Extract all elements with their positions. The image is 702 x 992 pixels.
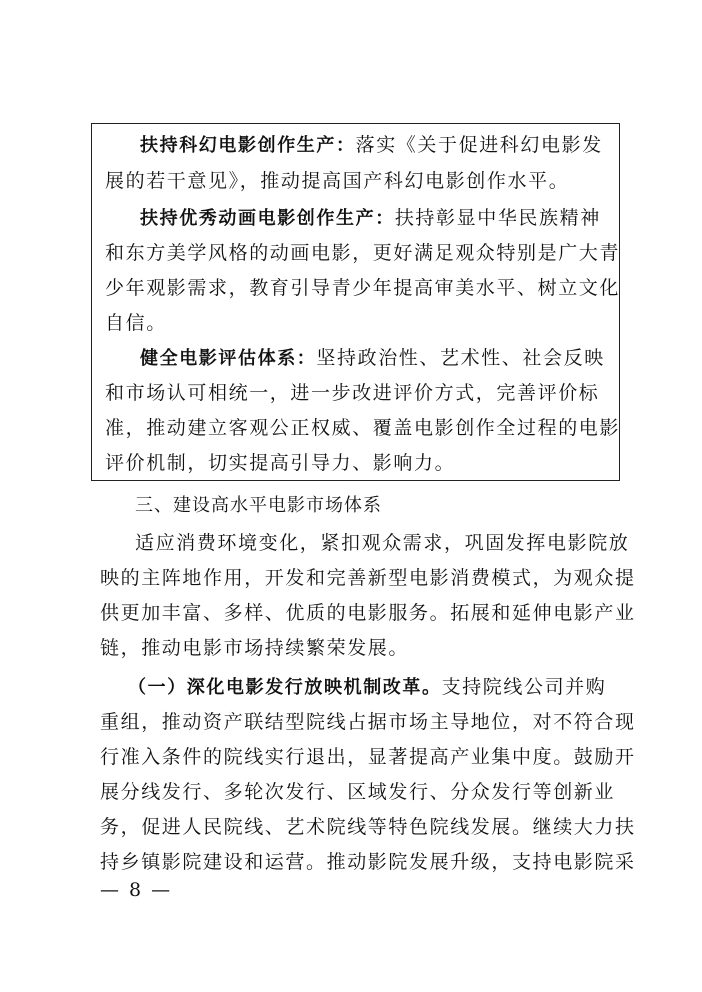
box-paragraph-line: 自信。 (105, 312, 167, 334)
box-paragraph-line: 扶持优秀动画电影创作生产：扶持彰显中华民族精神 (140, 207, 601, 229)
box-item-title: 扶持科幻电影创作生产： (140, 135, 356, 156)
body-line: （一）深化电影发行放映机制改革。支持院线公司并购 (128, 676, 607, 698)
box-paragraph-line: 和东方美学风格的动画电影，更好满足观众特别是广大青 (105, 242, 621, 264)
body-line: 适应消费环境变化，紧扣观众需求，巩固发挥电影院放 (135, 532, 630, 554)
body-line: 供更加丰富、多样、优质的电影服务。拓展和延伸电影产业 (100, 602, 636, 624)
box-paragraph-line: 展的若干意见》，推动提高国产科幻电影创作水平。 (105, 170, 570, 192)
box-item-title: 扶持优秀动画电影创作生产： (140, 208, 395, 229)
box-paragraph-line: 准，推动建立客观公正权威、覆盖电影创作全过程的电影 (105, 417, 621, 439)
body-line: 重组，推动资产联结型院线占据市场主导地位，对不符合现 (100, 711, 636, 733)
section-heading: 三、建设高水平电影市场体系 (135, 495, 382, 516)
box-paragraph-line: 少年观影需求，教育引导青少年提高审美水平、树立文化 (105, 277, 621, 299)
body-line: 行准入条件的院线实行退出，显著提高产业集中度。鼓励开 (100, 746, 636, 768)
box-paragraph-line: 评价机制，切实提高引导力、影响力。 (105, 452, 456, 474)
box-paragraph-line: 扶持科幻电影创作生产：落实《关于促进科幻电影发 (140, 134, 603, 156)
body-line: 展分线发行、多轮次发行、区域发行、分众发行等创新业 (100, 781, 616, 803)
box-paragraph-line: 和市场认可相统一，进一步改进评价方式，完善评价标 (105, 382, 600, 404)
body-line: 务，促进人民院线、艺术院线等特色院线发展。继续大力扶 (100, 816, 636, 838)
subsection-title: （一）深化电影发行放映机制改革。 (128, 677, 442, 698)
page-number: — 8 — (100, 879, 173, 901)
box-paragraph-line: 健全电影评估体系：坚持政治性、艺术性、社会反映 (140, 347, 605, 369)
body-line: 链，推动电影市场持续繁荣发展。 (100, 637, 410, 659)
body-line: 持乡镇影院建设和运营。推动影院发展升级，支持电影院采 (100, 851, 636, 873)
body-line: 映的主阵地作用，开发和完善新型电影消费模式，为观众提 (100, 567, 636, 589)
box-item-title: 健全电影评估体系： (140, 348, 317, 369)
